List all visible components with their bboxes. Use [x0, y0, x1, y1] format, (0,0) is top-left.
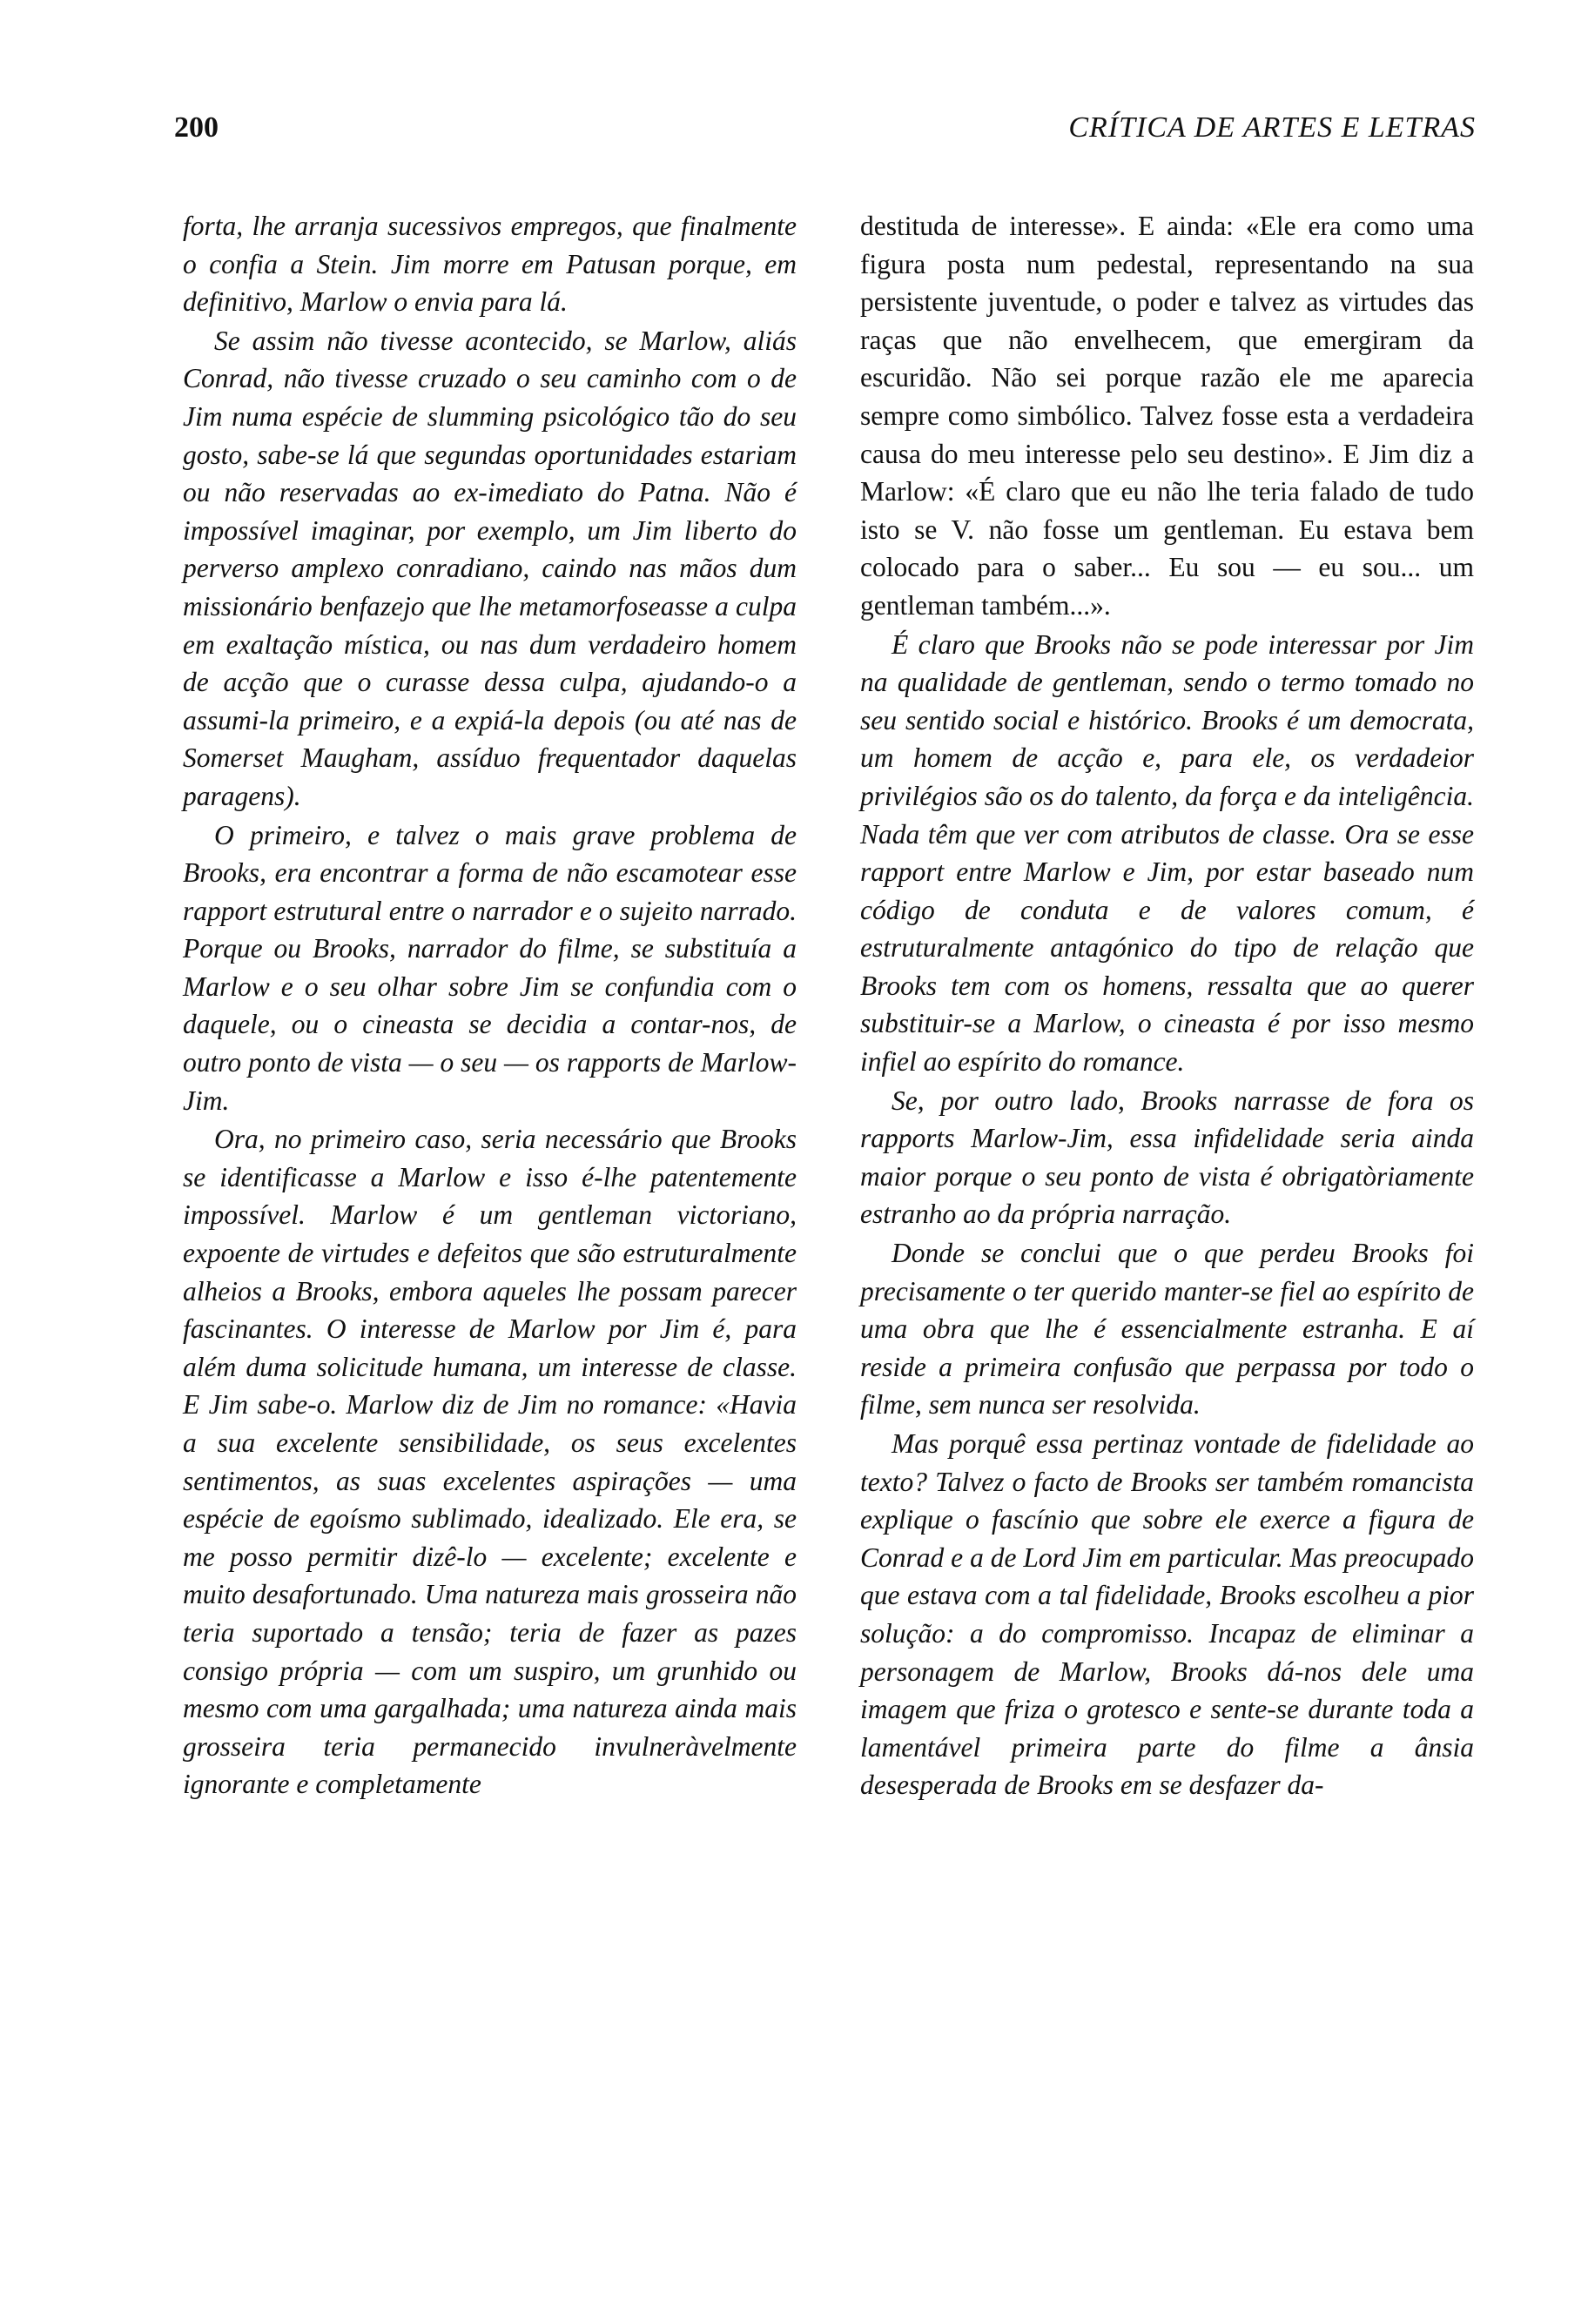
paragraph: Ora, no primeiro caso, seria necessário que Brooks se identificasse a Marlow e isso é-lhe patentemente impossível. Marlow é um gentleman victoriano, expoente de virtudes e defeitos que são estruturalmente alheios a Brooks, embora aqueles lhe possam parecer fascinantes. O interesse de Marlow por Jim é, para além duma solicitude humana, um interesse de classe. E Jim sabe-o. Marlow diz de Jim no romance: «Havia a sua excelente sensibilidade, os seus excelentes sentimentos, as suas excelentes aspirações — uma espécie de egoísmo sublimado, idealizado. Ele era, se me posso permitir dizê-lo — excelente; excelente e muito desafortunado. Uma natureza mais grosseira não teria suportado a tensão; teria de fazer as pazes consigo própria — com um suspiro, um grunhido ou mesmo com uma gargalhada; uma natureza ainda mais grosseira teria permanecido invulneràvelmente ignorante e completamente: [183, 1124, 797, 1800]
page-number: 200: [174, 111, 219, 144]
paragraph: É claro que Brooks não se pode interessar por Jim na qualidade de gentleman, sendo o termo tomado no seu sentido social e histórico. Brooks é um democrata, um homem de acção e, para ele, os verdadeior privilégios são os do talento, da força e da inteligência. Nada têm que ver com atributos de classe. Ora se esse rapport entre Marlow e Jim, por estar baseado num código de conduta e de valores comum, é estruturalmente antagónico do tipo de relação que Brooks tem com os homens, ressalta que ao querer substituir-se a Marlow, o cineasta é por isso mesmo infiel ao espírito do romance.: [860, 628, 1474, 1078]
paragraph: Se assim não tivesse acontecido, se Marlow, aliás Conrad, não tivesse cruzado o seu caminho com o de Jim numa espécie de slumming psicológico tão do seu gosto, sabe-se lá que segundas oportunidades estariam ou não reservadas ao ex-imediato do Patna. Não é impossível imaginar, por exemplo, um Jim liberto do perverso amplexo conradiano, caindo nas mãos dum missionário benfazejo que lhe metamorfoseasse a culpa em exaltação mística, ou nas dum verdadeiro homem de acção que o curasse dessa culpa, ajudando-o a assumi-la primeiro, e a expiá-la depois (ou até nas de Somerset Maugham, assíduo frequentador daquelas paragens).: [183, 325, 797, 811]
right-column: [860, 207, 1474, 1805]
left-column: [183, 207, 797, 1804]
paragraph: Donde se conclui que o que perdeu Brooks foi precisamente o ter querido manter-se fiel ao espírito de uma obra que lhe é essencialmente estranha. E aí reside a primeira confusão que perpassa por todo o filme, sem nunca ser resolvida.: [860, 1238, 1474, 1421]
paragraph: Mas porquê essa pertinaz vontade de fidelidade ao texto? Talvez o facto de Brooks ser também romancista explique o fascínio que sobre ele exerce a figura de Conrad e a de Lord Jim em particular. Mas preocupado que estava com a tal fidelidade, Brooks escolheu a pior solução: a do compromisso. Incapaz de eliminar a personagem de Marlow, Brooks dá-nos dele uma imagem que friza o grotesco e sente-se durante toda a lamentável primeira parte do filme a ânsia desesperada de Brooks em se desfazer da-: [860, 1428, 1474, 1801]
paragraph: forta, lhe arranja sucessivos empregos, que finalmente o confia a Stein. Jim morre em Patusan porque, em definitivo, Marlow o envia para lá.: [183, 211, 797, 318]
paragraph: O primeiro, e talvez o mais grave problema de Brooks, era encontrar a forma de não escamotear esse rapport estrutural entre o narrador e o sujeito narrado. Porque ou Brooks, narrador do filme, se substituía a Marlow e o seu olhar sobre Jim se confundia com o daquele, ou o cineasta se decidia a contar-nos, de outro ponto de vista — o seu — os rapports de Marlow-Jim.: [183, 819, 797, 1116]
page-header: [174, 106, 1476, 158]
paragraph: Se, por outro lado, Brooks narrasse de fora os rapports Marlow-Jim, essa infidelidade seria ainda maior porque o seu ponto de vista é obrigatòriamente estranho ao da própria narração.: [860, 1085, 1474, 1230]
running-head: CRÍTICA DE ARTES E LETRAS: [1068, 111, 1476, 144]
paragraph: destituda de interesse». E ainda: «Ele era como uma figura posta num pedestal, representando na sua persistente juventude, o poder e talvez as virtudes das raças que não envelhecem, que emergiram da escuridão. Não sei porque razão ele me aparecia sempre como simbólico. Talvez fosse esta a verdadeira causa do meu interesse pelo seu destino». E Jim diz a Marlow: «É claro que eu não lhe teria falado de tudo isto se V. não fosse um gentleman. Eu estava bem colocado para o saber... Eu sou — eu sou... um gentleman também...».: [860, 211, 1474, 621]
